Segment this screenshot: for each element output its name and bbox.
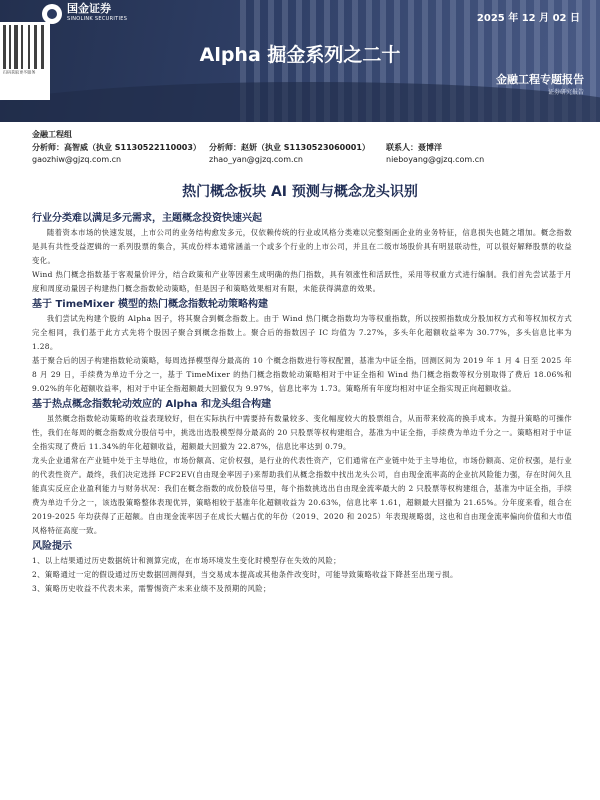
contact-name: 聂博洋 [418, 142, 442, 152]
author-email[interactable]: gaozhiw@gjzq.com.cn [32, 155, 122, 164]
report-header [0, 0, 600, 122]
paragraph: 基于聚合后的因子构建指数轮动策略，每周选择模型得分最高的 10 个概念指数进行等权配置，基准为中证全指，回测区间为 2019 年 1 月 4 日至 2025 年 8 月 29 日，手续费为单边千分之一，基于 TimeMixer 的热门概念指数轮动策略相对于中证全指和 Wind 热门概念指数等权分别取得了费后 18.06%和 9.02%的年化超额收益率，相对于中证全指超额最大回撤仅为 9.97%，信息比率为 1.73。策略所有年度均相对中证全指实现正向超额收益。 [32, 356, 572, 393]
author-block [32, 129, 572, 167]
risk-item: 3、策略历史收益不代表未来，需警惕资产未来业绩不及预期的风险； [32, 584, 271, 593]
broker-name-en: SINOLINK SECURITIES [67, 16, 128, 22]
analyst-name: 赵妍（执业 S1130523060001） [241, 142, 370, 152]
report-type: 金融工程专题报告 [496, 73, 584, 86]
broker-logo-icon [42, 4, 62, 24]
section-heading: 基于 TimeMixer 模型的热门概念指数轮动策略构建 [32, 299, 268, 310]
risk-item: 2、策略通过一定的假设通过历史数据回测得到，当交易成本提高或其他条件改变时，可能导致策略收益下降甚至出现亏损。 [32, 570, 458, 579]
author-email[interactable]: zhao_yan@gjzq.com.cn [209, 155, 303, 164]
risk-heading: 风险提示 [32, 541, 72, 552]
wave-decoration [0, 82, 600, 122]
paragraph: 龙头企业通常在产业链中处于主导地位，市场份额高、定价权强，是行业的代表性资产，它们通常在产业链中处于主导地位，市场份额高、定价权强，是行业的代表性资产。最终，我们决定选择 FCF2EV(自由现金率因子)来帮助我们从概念指数中找出龙头公司，自由现金流率高的企业抗风险能力强，存在时间久且能真实反应企业盈利能力与财务状况：我们在概念指数的成份股信号里，每个指数挑选出自由现金流率最大的 2 只股票等权构建组合，基准为中证全指，手续费为单边千分之一，该选股策略整体表现优异，策略相较于基准年化超额收益为 20.63%，信息比率 1.61，超额最大回撤为 21.65%。分年度来看，组合在 2019-2025 年均获得了正超额。自由现金流率因子在成长大幅占优的年份（2019、2020 和 2025）年表现规略弱，这也和自由现金流率偏向价值和大市值风格特征高度一致。 [32, 456, 572, 535]
report-date: 2025 年 12 月 02 日 [476, 13, 580, 24]
qr-caption: 扫码获取更多服务 [3, 71, 36, 76]
paragraph: Wind 热门概念指数基于客观量价评分，结合政策和产业等因素生成明确的热门指数，具有领涨性和活跃性，采用等权重方式进行编制。我们首先尝试基于月度和周度动量因子构建热门概念指数轮动策略，但是因子和策略效果相对有限，未能获得满意的效果。 [32, 270, 572, 293]
section-heading: 基于热点概念指数轮动效应的 Alpha 和龙头组合构建 [32, 399, 272, 410]
risk-item: 1、以上结果通过历史数据统计和测算完成，在市场环境发生变化时模型存在失效的风险； [32, 556, 341, 565]
author-name-row: 分析师：高智威（执业 S1130522110003） 分析师：赵妍（执业 S1130523060001） 联系人：聂博洋 [32, 142, 442, 152]
report-subtype: 证券研究报告 [547, 89, 584, 96]
author-email-row [32, 154, 572, 167]
paragraph: 虽然概念指数轮动策略的收益表现较好，但在实际执行中需要持有数量较多、变化幅度较大的股票组合，从而带来较高的换手成本。为提升策略的可操作性，我们在每周的概念指数成分股信号中，挑选出选股模型得分最高的 20 只股票等权构建组合，基准为中证全指，手续费为单边千分之一。策略相对于中证全指实现了费后 11.34%的年化超额收益，超额最大回撤为 22.87%，信息比率达到 0.79。 [32, 414, 572, 451]
broker-logo [42, 3, 127, 25]
research-group: 金融工程组 [32, 130, 72, 139]
paragraph: 随着资本市场的快速发展，上市公司的业务结构愈发多元，仅依赖传统的行业或风格分类难以完整刻画企业的业务特征，信息损失也随之增加。概念指数是具有共性受益逻辑的一系列股票的集合，其成份样本通常涵盖一个或多个行业的上市公司，并且在二级市场股价具有明显联动性，可以很好解释股票的收益变化。 [32, 228, 572, 265]
report-body [32, 210, 572, 596]
analyst-name: 高智威（执业 S1130522110003） [64, 142, 201, 152]
series-title: Alpha 掘金系列之二十 [199, 44, 401, 66]
report-title: 热门概念板块 AI 预测与概念龙头识别 [182, 184, 418, 200]
author-email[interactable]: nieboyang@gjzq.com.cn [386, 155, 485, 164]
broker-name: 国金证券 [67, 2, 111, 15]
paragraph: 我们尝试先构建个股的 Alpha 因子，将其聚合到概念指数上。由于 Wind 热门概念指数均为等权重指数，所以按照指数成分股加权方式和等权加权方式完全相同，我们基于此方式先将个股因子聚合到概念指数上。聚合后的指数因子 IC 均值为 7.27%，多头年化超额收益率为 30.77%，多头信息比率为 1.28。 [32, 314, 572, 351]
section-heading: 行业分类难以满足多元需求，主题概念投资快速兴起 [32, 213, 262, 224]
